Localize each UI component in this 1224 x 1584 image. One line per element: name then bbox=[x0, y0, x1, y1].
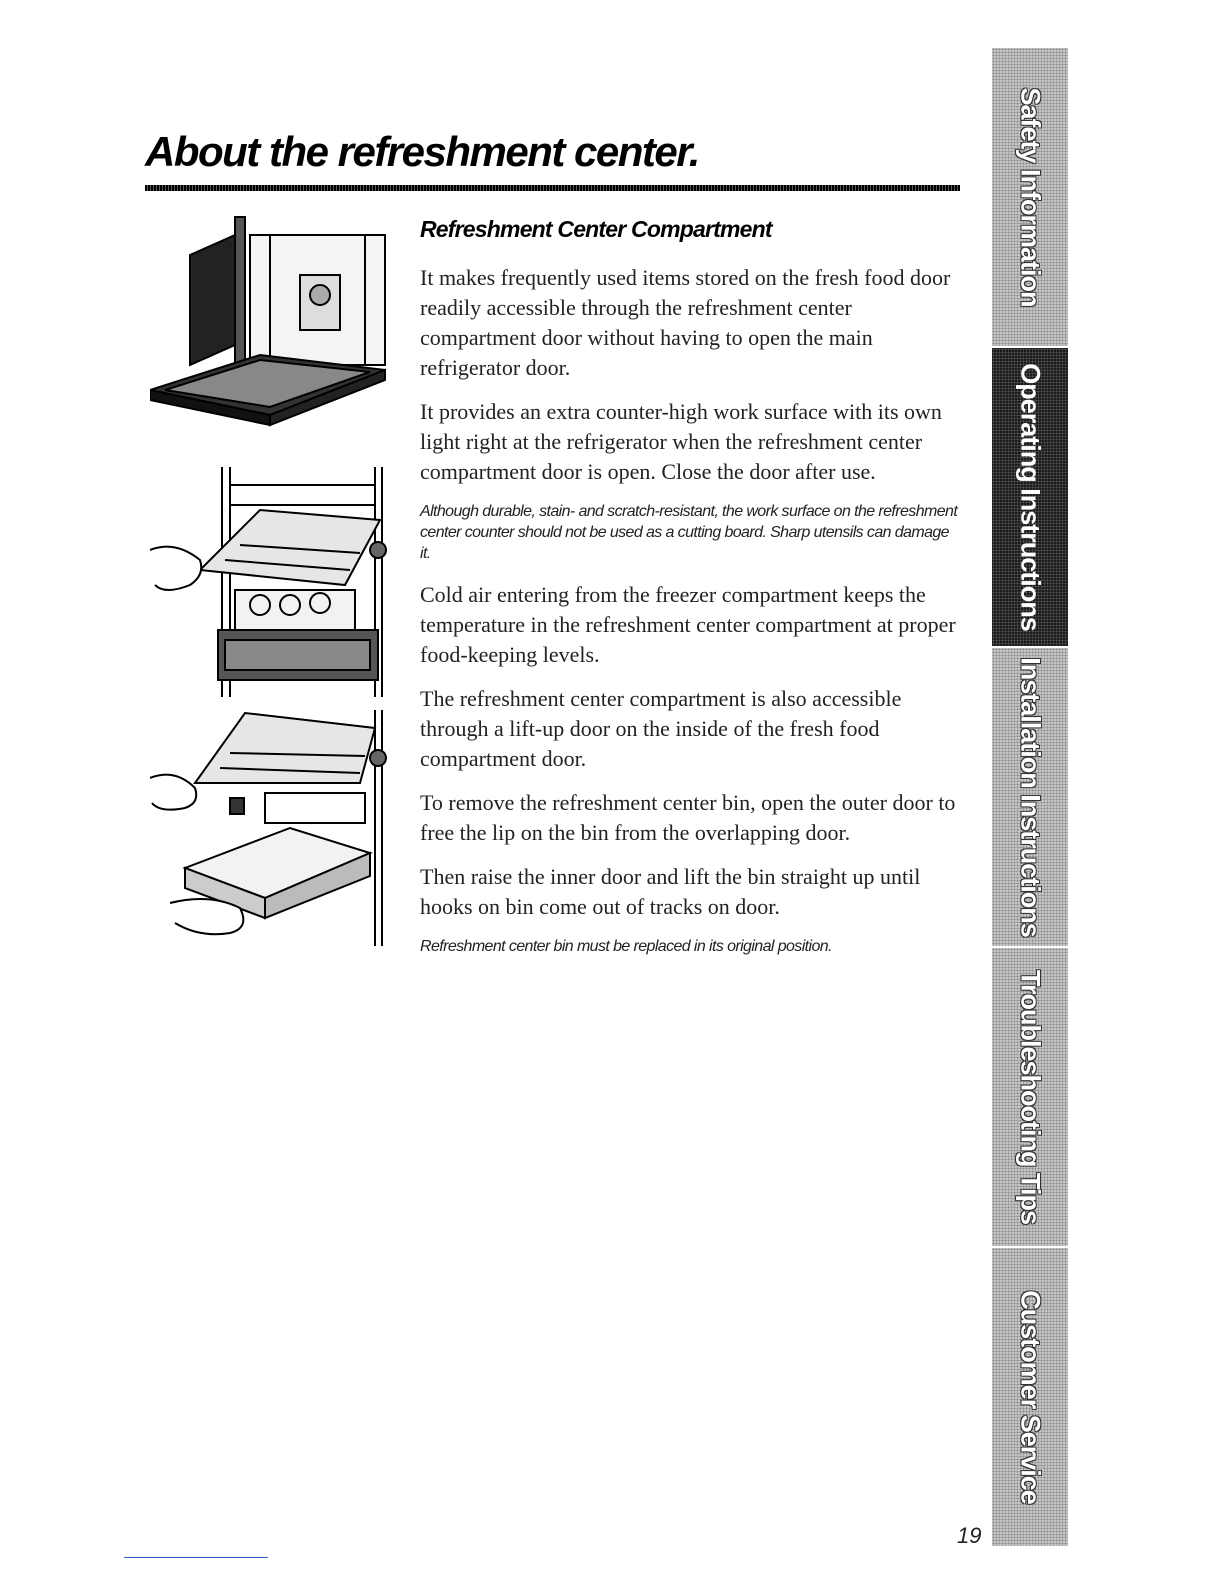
tab-label: Customer Service bbox=[1015, 1290, 1046, 1504]
paragraph-cold-air: Cold air entering from the freezer compartment keeps the temperature in the refreshment center compartment at proper food-keeping levels. bbox=[420, 582, 956, 667]
illustration-hand-opening-door bbox=[150, 465, 390, 700]
tab-label: Safety Information bbox=[1015, 87, 1046, 307]
tab-label: Operating Instructions bbox=[1015, 363, 1046, 631]
illustration-open-door bbox=[150, 215, 390, 445]
paragraph-work-surface: It provides an extra counter-high work surface with its own light right at the refrigerator when the refreshment center compartment door is open. Close the door after use. bbox=[420, 399, 942, 484]
tab-installation-instructions[interactable] bbox=[992, 648, 1068, 948]
section-tabs-sidebar bbox=[992, 48, 1068, 1548]
tab-label: Installation Instructions bbox=[1015, 657, 1046, 937]
paragraph-remove-bin: To remove the refreshment center bin, open the outer door to free the lip on the bin from the overlapping door. bbox=[420, 790, 956, 845]
tab-safety-information[interactable] bbox=[992, 48, 1068, 348]
title-rule bbox=[145, 185, 960, 191]
tab-troubleshooting-tips[interactable] bbox=[992, 948, 1068, 1248]
tab-label: Troubleshooting Tips bbox=[1015, 970, 1046, 1224]
paragraph-accessibility: It makes frequently used items stored on the fresh food door readily accessible through the refreshment center compartment door without having to open the main refrigerator door. bbox=[420, 265, 951, 380]
section-heading: Refreshment Center Compartment bbox=[420, 216, 772, 242]
page-number: 19 bbox=[957, 1523, 982, 1548]
paragraph-raise-door: Then raise the inner door and lift the bin straight up until hooks on bin come out of tracks on door. bbox=[420, 864, 921, 919]
main-content bbox=[420, 216, 960, 973]
note-cutting-board: Although durable, stain- and scratch-resistant, the work surface on the refreshment center counter should not be used as a cutting board. Sharp utensils can damage it. bbox=[420, 503, 958, 562]
tab-operating-instructions[interactable] bbox=[992, 348, 1068, 648]
footer-line bbox=[124, 1557, 268, 1558]
tab-customer-service[interactable] bbox=[992, 1248, 1068, 1548]
page-title: About the refreshment center. bbox=[145, 128, 699, 175]
note-replace-bin: Refreshment center bin must be replaced in its original position. bbox=[420, 938, 832, 955]
illustration-removing-bin bbox=[150, 708, 390, 948]
paragraph-lift-up-door: The refreshment center compartment is also accessible through a lift-up door on the inside of the fresh food compartment door. bbox=[420, 686, 902, 771]
